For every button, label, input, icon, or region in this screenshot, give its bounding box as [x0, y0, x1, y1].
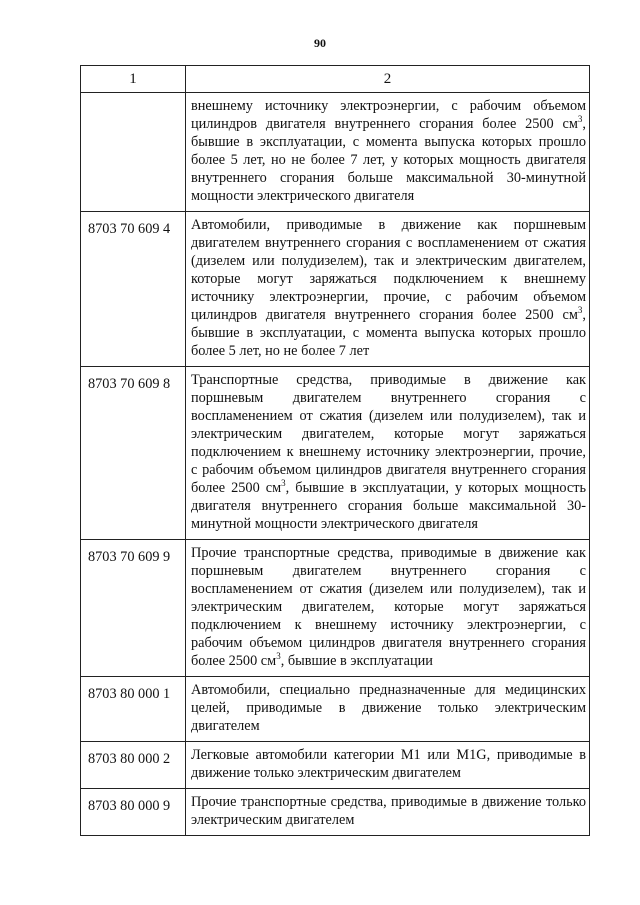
superscript: 3 — [281, 478, 286, 489]
description-text: Прочие транспортные средства, приводимые в движение только электрическим двигателем — [191, 794, 586, 828]
commodity-description — [186, 742, 590, 789]
commodity-code: 8703 70 609 4 — [81, 212, 186, 367]
commodity-code: 8703 80 000 2 — [81, 742, 186, 789]
page-number: 90 — [314, 36, 326, 50]
table-row — [81, 789, 590, 836]
description-text: Транспортные средства, приводимые в движение как поршневым двигателем внутреннего сгорания с воспламенением от сжатия (дизелем или полудизелем), так и электрическим двигателем, которые могут заряжаться подключением к внешнему источнику электроэнергии, прочие, с рабочим объемом цилиндров двигателя внутреннего сгорания более 2500 см — [191, 372, 586, 496]
commodity-code: 8703 70 609 9 — [81, 540, 186, 677]
description-text-cont: , бывшие в эксплуатации — [280, 653, 433, 669]
table-row — [81, 93, 590, 212]
commodity-code: 8703 80 000 1 — [81, 677, 186, 742]
description-text: Автомобили, специально предназначенные для медицинских целей, приводимые в движение только электрическим двигателем — [191, 682, 586, 734]
commodity-description — [186, 789, 590, 836]
description-text: Автомобили, приводимые в движение как поршневым двигателем внутреннего сгорания с воспламенением от сжатия (дизелем или полудизелем), так и электрическим двигателем, которые могут заряжаться подключением к внешнему источнику электроэнергии, прочие, с рабочим объемом цилиндров двигателя внутреннего сгорания более 2500 см — [191, 217, 586, 323]
table-row — [81, 742, 590, 789]
column-header-1: 1 — [81, 66, 186, 93]
superscript: 3 — [276, 651, 281, 662]
superscript: 3 — [577, 114, 583, 125]
table-row — [81, 677, 590, 742]
description-text-cont: , бывшие в эксплуатации, с момента выпуска которых прошло более 5 лет, но не более 7 лет — [191, 307, 586, 359]
commodity-description — [186, 677, 590, 742]
table-row — [81, 540, 590, 677]
table-header — [81, 66, 590, 93]
table-row — [81, 212, 590, 367]
commodity-description — [186, 367, 590, 540]
commodity-description — [186, 212, 590, 367]
column-header-2: 2 — [186, 66, 590, 93]
description-text: Легковые автомобили категории М1 или М1G, приводимые в движение только электрическим двигателем — [191, 747, 586, 781]
description-text-cont: , бывшие в эксплуатации, у которых мощность двигателя внутреннего сгорания больше максимальной 30-минутной мощности электрического двигателя — [191, 480, 586, 532]
header-row — [81, 66, 590, 93]
description-text: Прочие транспортные средства, приводимые в движение как поршневым двигателем внутреннего сгорания с воспламенением от сжатия (дизелем или полудизелем), так и электрическим двигателем, которые могут заряжаться подключением к внешнему источнику электроэнергии, с рабочим объемом цилиндров двигателя внутреннего сгорания более 2500 см — [191, 545, 586, 669]
table-row — [81, 367, 590, 540]
commodity-description — [186, 540, 590, 677]
commodity-description — [186, 93, 590, 212]
table-body — [81, 93, 590, 836]
superscript: 3 — [577, 305, 583, 316]
commodity-code: 8703 70 609 8 — [81, 367, 186, 540]
description-text-cont: , бывшие в эксплуатации, с момента выпуска которых прошло более 5 лет, но не более 7 лет, у которых мощность двигателя внутреннего сгорания больше максимальной 30-минутной мощности электрического двигателя — [191, 116, 586, 204]
tariff-table — [80, 65, 590, 836]
commodity-code: 8703 80 000 9 — [81, 789, 186, 836]
commodity-code — [81, 93, 186, 212]
description-text: внешнему источнику электроэнергии, с рабочим объемом цилиндров двигателя внутреннего сгорания более 2500 см — [191, 98, 586, 132]
